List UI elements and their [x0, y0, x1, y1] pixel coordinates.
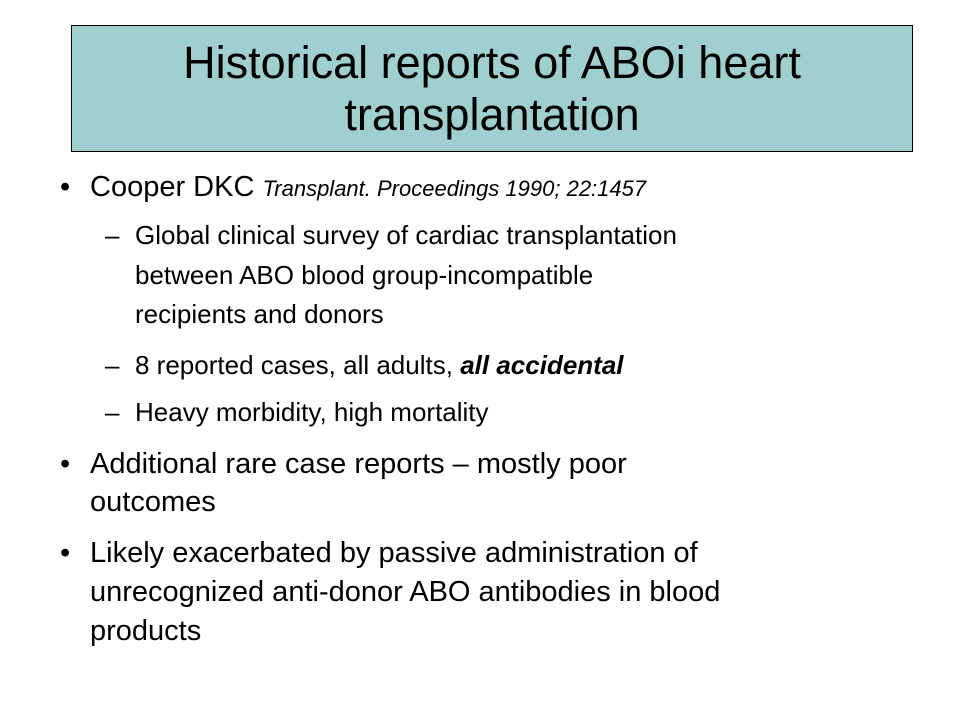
bullet-cooper-author: Cooper DKC — [90, 171, 255, 203]
bullet-case-reports-line-1: Additional rare case reports – mostly poor — [90, 448, 627, 480]
bullet-antibodies-line-1: Likely exacerbated by passive administration of — [90, 537, 698, 569]
sub-bullet-marker: – — [105, 350, 120, 380]
sub-bullet-cases-text: 8 reported cases, all adults, — [135, 350, 453, 380]
bullet-cooper — [90, 170, 646, 206]
bullet-marker: • — [60, 448, 71, 480]
bullet-marker: • — [60, 537, 71, 569]
bullet-case-reports-line-2: outcomes — [90, 486, 216, 518]
sub-bullet-marker: – — [105, 220, 120, 250]
sub-bullet-marker: – — [105, 397, 120, 427]
bullet-marker: • — [60, 171, 71, 203]
sub-bullet-survey-line-1: Global clinical survey of cardiac transplantation — [135, 220, 677, 250]
bullet-antibodies-line-3: products — [90, 615, 202, 647]
sub-bullet-cases-emphasis: all accidental — [460, 350, 624, 380]
slide-title-line-2: transplantation — [344, 88, 640, 140]
bullet-cooper-citation: Transplant. Proceedings 1990; 22:1457 — [262, 176, 647, 201]
sub-bullet-survey-line-3: recipients and donors — [135, 299, 384, 329]
sub-bullet-survey-line-2: between ABO blood group-incompatible — [135, 260, 594, 290]
sub-bullet-morbidity: Heavy morbidity, high mortality — [135, 397, 489, 427]
slide-title-line-1: Historical reports of ABOi heart — [183, 36, 801, 88]
sub-bullet-cases — [135, 349, 624, 382]
bullet-antibodies-line-2: unrecognized anti-donor ABO antibodies in blood — [90, 576, 721, 608]
